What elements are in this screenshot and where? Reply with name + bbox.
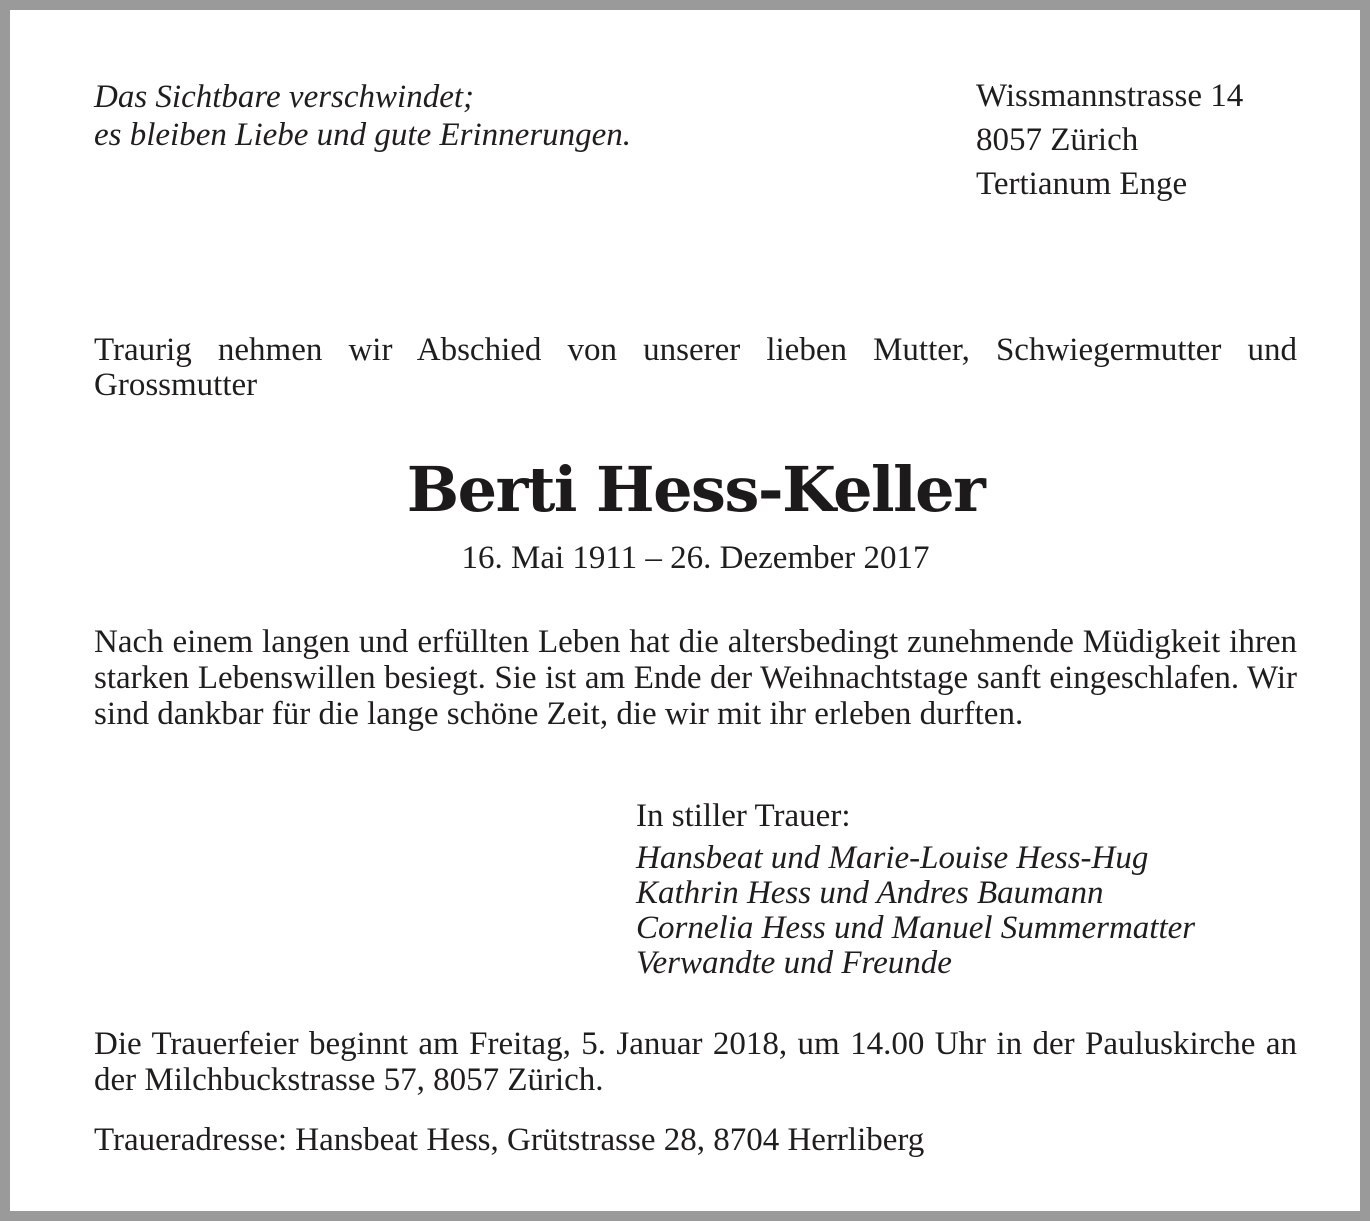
ceremony-info: Die Trauerfeier beginnt am Freitag, 5. Januar 2018, um 14.00 Uhr in der Pauluskirche an der Milchbuckstrasse 57, 8057 Zürich.: [94, 1026, 1297, 1098]
deceased-name: Berti Hess-Keller: [406, 453, 985, 526]
mourning-label: In stiller Trauer:: [636, 798, 851, 834]
address-residence: Tertianum Enge: [976, 166, 1188, 202]
mourning-address: Traueradresse: Hansbeat Hess, Grütstrasse 28, 8704 Herrliberg: [94, 1122, 925, 1158]
life-dates: 16. Mai 1911 – 26. Dezember 2017: [461, 540, 930, 576]
mourner-name: Verwandte und Freunde: [636, 945, 952, 981]
address-city: 8057 Zürich: [976, 122, 1139, 158]
motto-line-1: Das Sichtbare verschwindet;: [94, 79, 475, 115]
mourner-name: Kathrin Hess und Andres Baumann: [636, 875, 1104, 911]
body-text: Nach einem langen und erfüllten Leben hat die altersbedingt zunehmende Müdigkeit ihren starken Lebenswillen besiegt. Sie ist am Ende der Weihnachtstage sanft eingeschlafen. Wir sind dankbar für die lange schöne Zeit, die wir mit ihr erleben durften.: [94, 624, 1297, 732]
motto-line-2: es bleiben Liebe und gute Erinnerungen.: [94, 117, 632, 153]
mourner-name: Hansbeat und Marie-Louise Hess-Hug: [636, 840, 1149, 876]
residence-address: [976, 74, 1316, 206]
address-street: Wissmannstrasse 14: [976, 78, 1244, 114]
intro-text: Traurig nehmen wir Abschied von unserer lieben Mutter, Schwiegermutter und Grossmutter: [94, 332, 1297, 403]
mourners-list: [636, 841, 1306, 981]
motto-quote: [94, 78, 794, 154]
mourner-name: Cornelia Hess und Manuel Summermatter: [636, 910, 1196, 946]
